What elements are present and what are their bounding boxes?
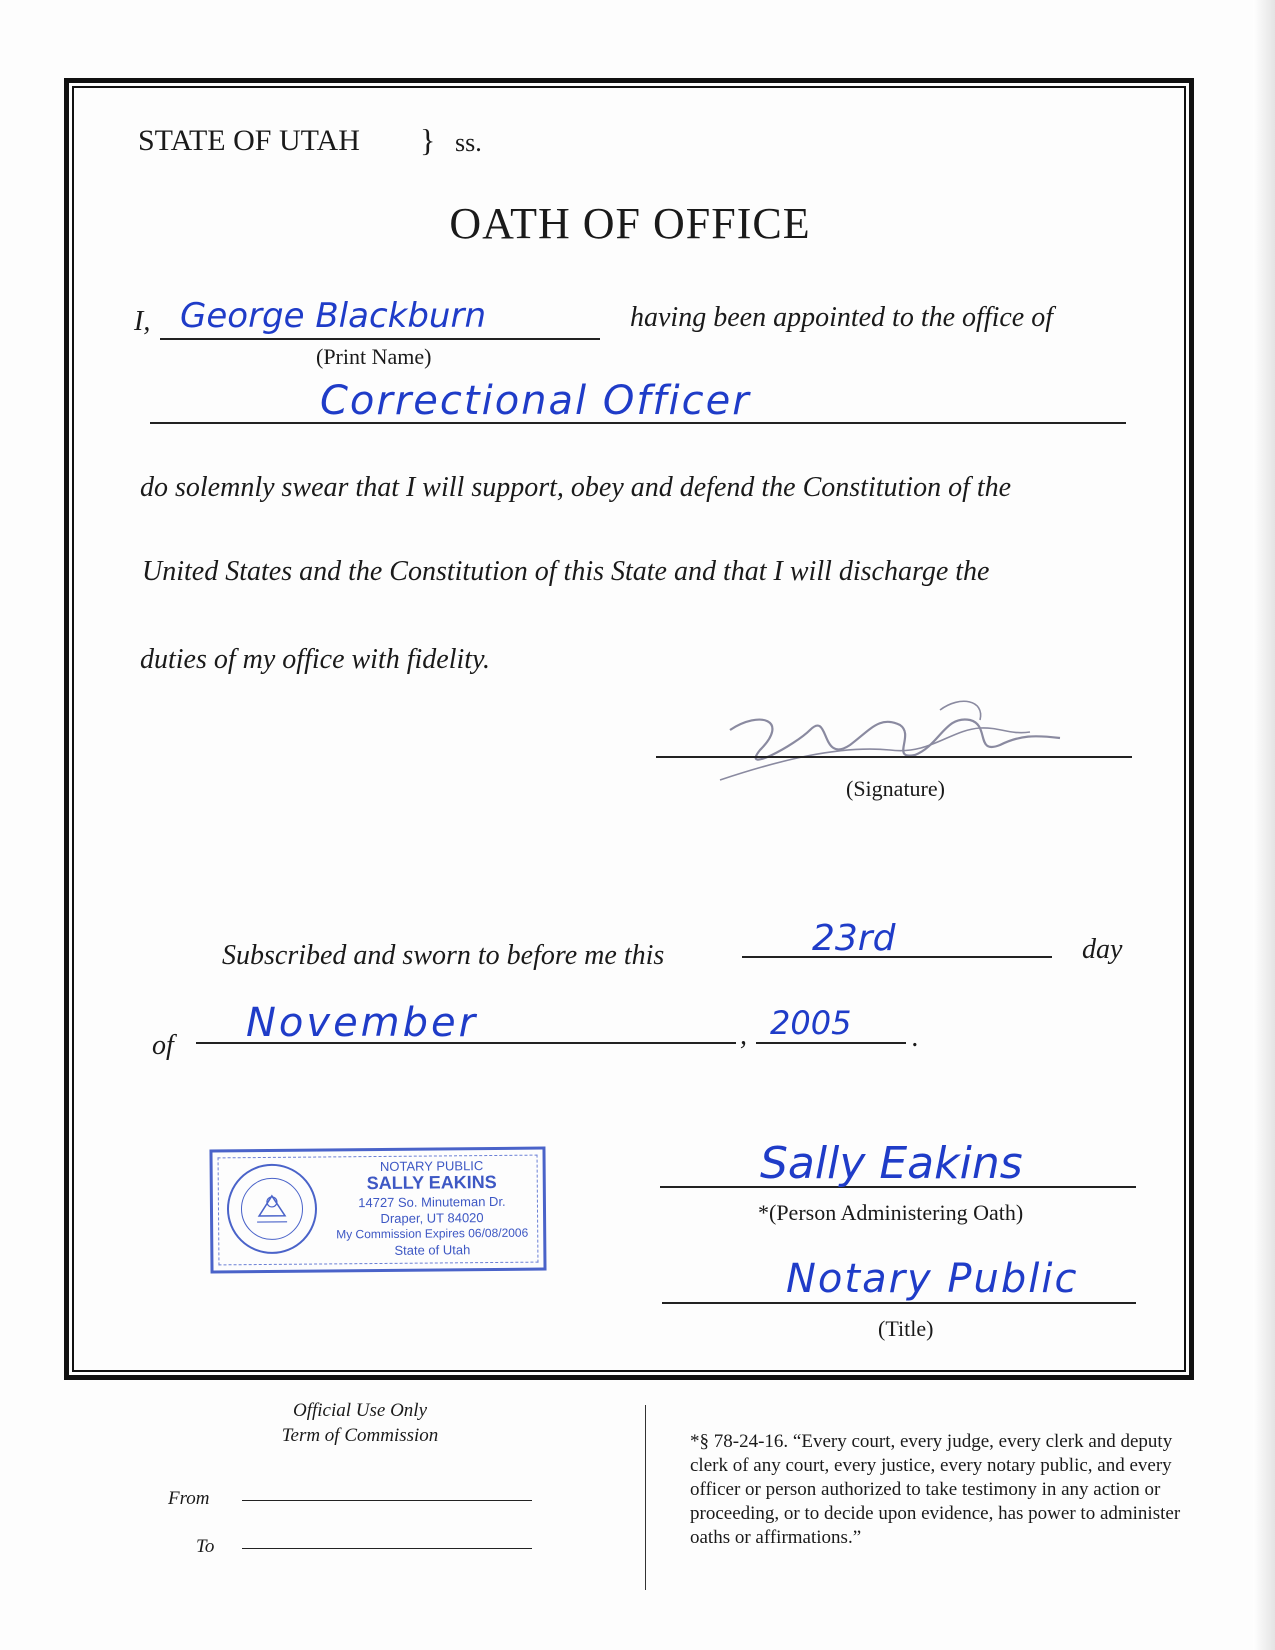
month-value: November (246, 1000, 479, 1046)
office-value: Correctional Officer (320, 378, 751, 424)
footer-divider (645, 1405, 646, 1590)
year-line (756, 1042, 906, 1044)
state-brace: } (420, 122, 436, 158)
from-label: From (168, 1488, 210, 1509)
signature-line (656, 756, 1132, 758)
year-period: . (912, 1022, 919, 1053)
title-line (662, 1302, 1136, 1304)
appointed-text: having been appointed to the office of (630, 302, 1054, 333)
day-word: day (1082, 934, 1123, 965)
administering-signature: Sally Eakins (760, 1138, 1023, 1189)
name-line (160, 338, 600, 340)
administering-caption: *(Person Administering Oath) (758, 1200, 1024, 1225)
stamp-line-6: State of Utah (394, 1242, 471, 1258)
year-value: 2005 (770, 1004, 852, 1042)
stamp-line-4: Draper, UT 84020 (380, 1210, 484, 1226)
month-comma: , (740, 1020, 747, 1051)
subscribed-text: Subscribed and sworn to before me this (222, 940, 665, 971)
stamp-line-1: NOTARY PUBLIC (379, 1158, 484, 1174)
state-label: STATE OF UTAH (138, 124, 360, 157)
to-line (242, 1548, 532, 1549)
official-use-label: Official Use Only (292, 1400, 428, 1421)
to-label: To (196, 1536, 215, 1557)
from-line (242, 1500, 532, 1501)
stamp-line-2: SALLY EAKINS (366, 1171, 497, 1194)
title-value: Notary Public (786, 1256, 1079, 1302)
ss-label: ss. (455, 128, 482, 157)
name-caption: (Print Name) (316, 344, 432, 369)
day-value: 23rd (812, 918, 896, 959)
term-label: Term of Commission (281, 1425, 439, 1446)
notary-stamp (209, 1147, 546, 1274)
name-value: George Blackburn (180, 296, 486, 336)
stamp-line-5: My Commission Expires 06/08/2006 (336, 1225, 529, 1242)
signature-caption: (Signature) (846, 776, 945, 801)
title-caption: (Title) (878, 1316, 934, 1341)
oath-line-1: do solemnly swear that I will support, obey and defend the Constitution of the (140, 472, 1012, 503)
oath-line-3: duties of my office with fidelity. (140, 644, 490, 675)
statute-note: *§ 78-24-16. “Every court, every judge, every clerk and deputy clerk of any court, every justice, every notary public, and every officer or person authorized to take testimony in any action or proceeding, or to decide upon evidence, has power to administer oaths or affirmations.” (690, 1431, 1181, 1548)
state-seal-icon (227, 1164, 318, 1255)
document-title: OATH OF OFFICE (449, 199, 811, 248)
day-line (742, 956, 1052, 958)
oath-line-2: United States and the Constitution of this State and that I will discharge the (142, 556, 990, 587)
of-word: of (152, 1030, 174, 1061)
oath-prefix: I, (134, 306, 151, 337)
stamp-line-3: 14727 So. Minuteman Dr. (358, 1193, 506, 1211)
